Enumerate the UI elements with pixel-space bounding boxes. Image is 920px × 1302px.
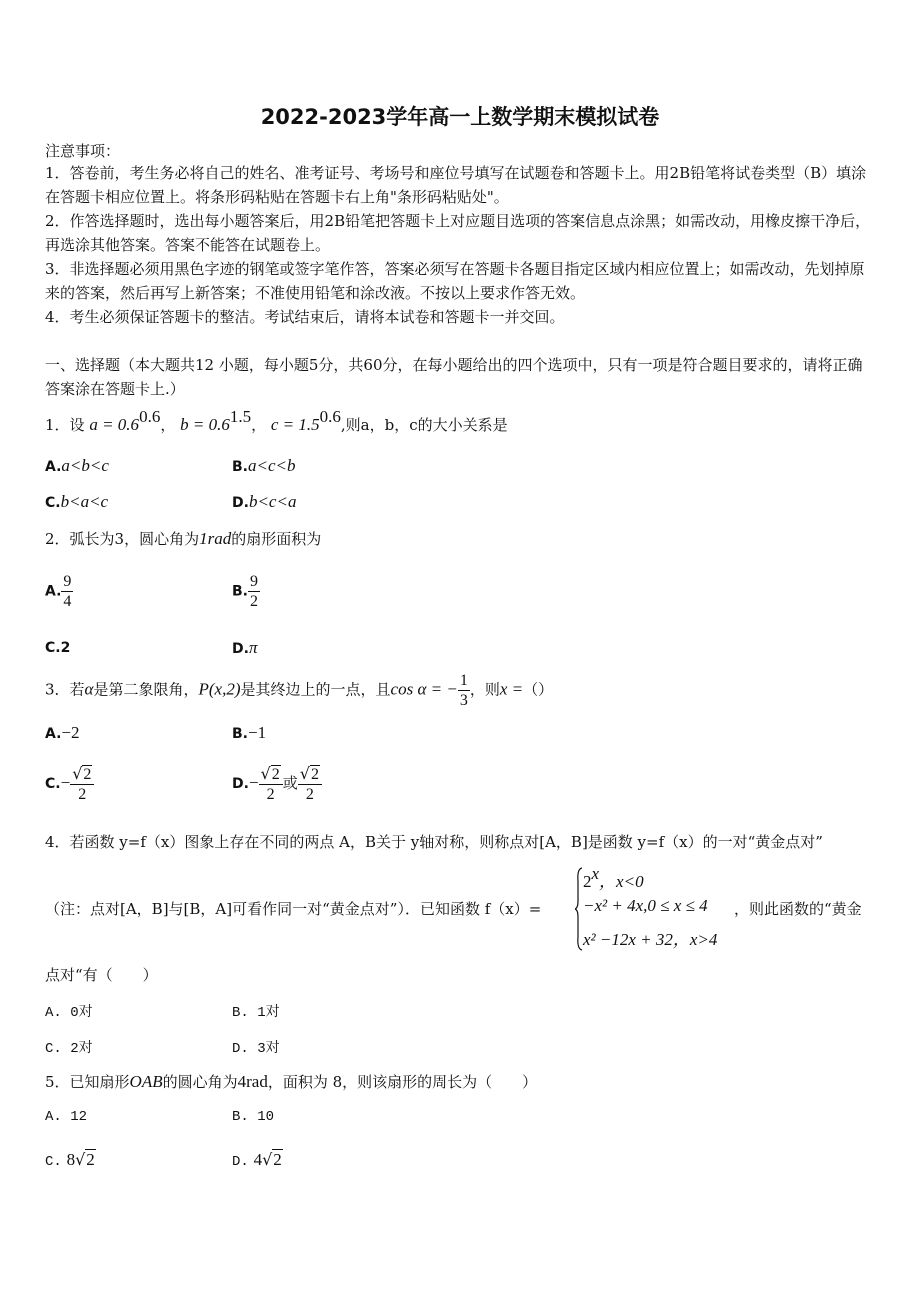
section-header: 一、选择题（本大题共12 小题，每小题5分，共60分，在每小题给出的四个选项中，只有一项是符合题目要求的，请将正确答案涂在答题卡上.） (45, 356, 863, 398)
question-4-option-b[interactable]: B. 1对 (232, 1005, 280, 1021)
piecewise-case-1: 2$^x$，x<0 (583, 864, 644, 891)
piecewise-case-3: x² −12x + 32，x>4 (583, 930, 718, 949)
question-3-option-d[interactable]: D.− $\frac{√2}{2}$ 或 $\frac{√2}{2}$ (232, 764, 322, 804)
question-5-option-d[interactable]: D. 4√2 (232, 1150, 282, 1170)
question-5-stem: 5．已知扇形OAB的圆心角为4rad，面积为 8，则该扇形的周长为（ ） (45, 1072, 538, 1091)
question-4-continuation: 点对“有（ ） (45, 966, 158, 984)
page-title: 2022-2023学年高一上数学期末模拟试卷 (260, 105, 660, 129)
question-3-option-b[interactable]: B.−1 (232, 723, 267, 742)
question-2-option-c[interactable]: C.2 (45, 640, 71, 656)
question-1-option-c[interactable]: C.b<a<c (45, 492, 109, 511)
question-3-stem: 3．若α是第二象限角，P(x,2)是其终边上的一点，且cos α = − $\frac{1}{3}$ ，则x =（） (45, 672, 554, 709)
question-2-stem: 2．弧长为3，圆心角为1rad的扇形面积为 (45, 529, 322, 548)
piecewise-brace (575, 867, 583, 951)
question-1-option-b[interactable]: B.a<c<b (232, 456, 296, 475)
question-3-option-a[interactable]: A.−2 (45, 723, 80, 742)
piecewise-case-2: −x² + 4x,0 ≤ x ≤ 4 (583, 896, 708, 915)
notice-item-4: 4．考生必须保证答题卡的整洁。考试结束后，请将本试卷和答题卡一并交回。 (45, 308, 565, 326)
question-5-option-a[interactable]: A. 12 (45, 1109, 88, 1125)
question-4-note-tail: ，则此函数的“黄金 (734, 900, 862, 918)
question-2-option-b[interactable]: B. $\frac{9}{2}$ (232, 573, 258, 610)
notice-heading: 注意事项： (45, 142, 121, 160)
notice-item-1: 1．答卷前，考生务必将自己的姓名、准考证号、考场号和座位号填写在试题卷和答题卡上。用2B铅笔将试卷类型（B）填涂在答题卡相应位置上。将条形码粘贴在答题卡右上角"条形码粘贴处"。 (45, 164, 867, 206)
question-4-note: （注：点对[A，B]与[B，A]可看作同一对“黄金点对”）．已知函数 f（x）= (45, 900, 542, 918)
notice-item-3: 3．非选择题必须用黑色字迹的钢笔或签字笔作答，答案必须写在答题卡各题目指定区域内相应位置上；如需改动，先划掉原来的答案，然后再写上新答案；不准使用铅笔和涂改液。不按以上要求作答无效。 (45, 260, 865, 302)
question-1-option-d[interactable]: D.b<c<a (232, 492, 297, 511)
question-1-stem: 1．设 $a = 0.6^{0.6}$， $b = 0.6^{1.5}$， $c = 1.5^{0.6}$,则a，b，c的大小关系是 (45, 407, 508, 434)
question-5-option-b[interactable]: B. 10 (232, 1109, 275, 1125)
question-2-option-d[interactable]: D.π (232, 638, 258, 657)
question-4-option-d[interactable]: D. 3对 (232, 1041, 280, 1057)
notice-item-2: 2．作答选择题时，选出每小题答案后，用2B铅笔把答题卡上对应题目选项的答案信息点涂黑；如需改动，用橡皮擦干净后，再选涂其他答案。答案不能答在试题卷上。 (45, 212, 871, 254)
question-2-option-a[interactable]: A. $\frac{9}{4}$ (45, 573, 72, 610)
question-4-stem: 4．若函数 y=f（x）图象上存在不同的两点 A，B关于 y轴对称，则称点对[A，B]是函数 y=f（x）的一对“黄金点对” (45, 833, 823, 851)
question-4-option-c[interactable]: C. 2对 (45, 1041, 93, 1057)
question-4-option-a[interactable]: A. 0对 (45, 1005, 93, 1021)
question-3-option-c[interactable]: C.− $\frac{√2}{2}$ (45, 764, 94, 804)
question-5-option-c[interactable]: C. 8√2 (45, 1150, 95, 1170)
question-1-option-a[interactable]: A.a<b<c (45, 456, 109, 475)
